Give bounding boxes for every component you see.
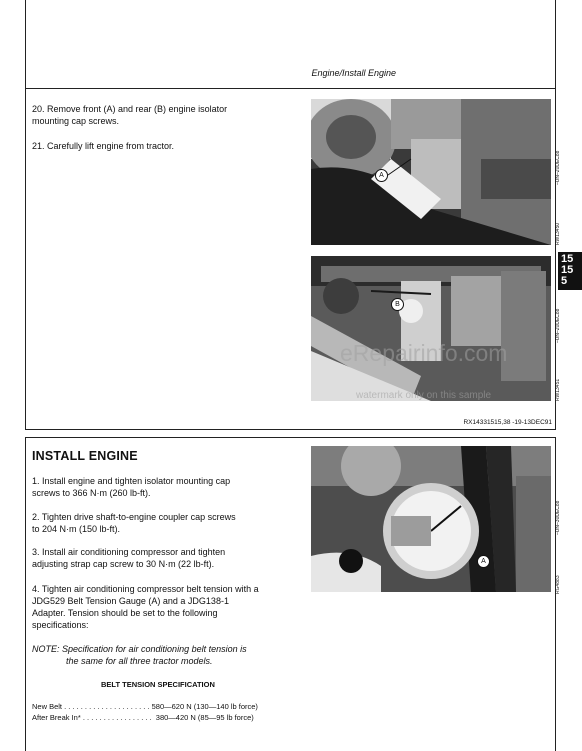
fig2-code-right: –UN–20DEC88 bbox=[555, 308, 561, 343]
belt-tension-gauge-image bbox=[311, 446, 551, 592]
install-step-1-line1: 1. Install engine and tighten isolator mounting cap bbox=[32, 476, 231, 486]
install-step-4-line2: JDG529 Belt Tension Gauge (A) and a JDG138-1 bbox=[32, 596, 229, 606]
header-frame bbox=[25, 0, 556, 89]
step-20-line2: mounting cap screws. bbox=[32, 116, 120, 126]
tab-line3: 5 bbox=[561, 275, 568, 287]
callout-a-gauge: A bbox=[477, 555, 490, 568]
tab-line2: 15 bbox=[561, 264, 574, 276]
install-step-4-line1: 4. Tighten air conditioning compressor belt tension with a bbox=[32, 584, 259, 594]
spec-table-title: BELT TENSION SPECIFICATION bbox=[101, 680, 215, 689]
fig2-code-left: RW13451 bbox=[555, 378, 561, 401]
belt-tension-note bbox=[32, 643, 247, 667]
install-step-4-line3: Adapter. Tension should be set to the following bbox=[32, 608, 218, 618]
install-step-3 bbox=[32, 546, 225, 570]
engine-rear-isolator-image bbox=[311, 256, 551, 401]
fig1-code-left: RW13450 bbox=[555, 222, 561, 245]
fig3-code-right: –UN–30DEC88 bbox=[555, 500, 561, 535]
fig1-code-right: –UN–20DEC88 bbox=[555, 150, 561, 185]
step-21-line1: 21. Carefully lift engine from tractor. bbox=[32, 141, 175, 151]
engine-rear-isolator-photo bbox=[311, 256, 551, 401]
install-engine-heading: INSTALL ENGINE bbox=[32, 449, 138, 463]
install-step-1 bbox=[32, 475, 230, 499]
install-step-2-line2: to 204 N·m (150 lb-ft). bbox=[32, 524, 121, 534]
watermark-subtext: watermark only on this sample bbox=[356, 390, 492, 401]
step-20 bbox=[32, 103, 227, 127]
section-tab bbox=[558, 252, 582, 290]
page-title: Engine/Install Engine bbox=[311, 68, 396, 78]
install-step-4-line4: specifications: bbox=[32, 620, 89, 630]
tab-line1: 15 bbox=[561, 253, 574, 265]
section-reference-code: RX14331515,38 -19-13DEC91 bbox=[463, 419, 552, 426]
note-line2: the same for all three tractor models. bbox=[66, 656, 213, 666]
fig3-code-left: RG4883 bbox=[555, 575, 561, 594]
install-step-3-line2: adjusting strap cap screw to 30 N·m (22 lb-ft). bbox=[32, 559, 215, 569]
callout-a-front: A bbox=[375, 169, 388, 182]
install-step-2 bbox=[32, 511, 236, 535]
watermark-text: eRepairinfo.com bbox=[340, 340, 508, 366]
callout-b-rear: B bbox=[391, 298, 404, 311]
install-step-4 bbox=[32, 583, 259, 631]
step-20-line1: 20. Remove front (A) and rear (B) engine isolator bbox=[32, 104, 228, 114]
install-step-3-line1: 3. Install air conditioning compressor and tighten bbox=[32, 547, 226, 557]
spec-row-new-belt: New Belt . . . . . . . . . . . . . . . . . . . . . 580—620 N (130—140 lb force) bbox=[32, 702, 258, 711]
note-line1: NOTE: Specification for air conditioning belt tension is bbox=[32, 644, 247, 654]
belt-tension-gauge-photo bbox=[311, 446, 551, 592]
engine-front-isolator-image bbox=[311, 99, 551, 245]
install-step-1-line2: screws to 366 N·m (260 lb-ft). bbox=[32, 488, 151, 498]
engine-front-isolator-photo bbox=[311, 99, 551, 245]
spec-row-after-break-in: After Break In* . . . . . . . . . . . . . . . . . 380—420 N (85—95 lb force) bbox=[32, 713, 254, 722]
install-step-2-line1: 2. Tighten drive shaft-to-engine coupler cap screws bbox=[32, 512, 236, 522]
step-21 bbox=[32, 140, 174, 152]
